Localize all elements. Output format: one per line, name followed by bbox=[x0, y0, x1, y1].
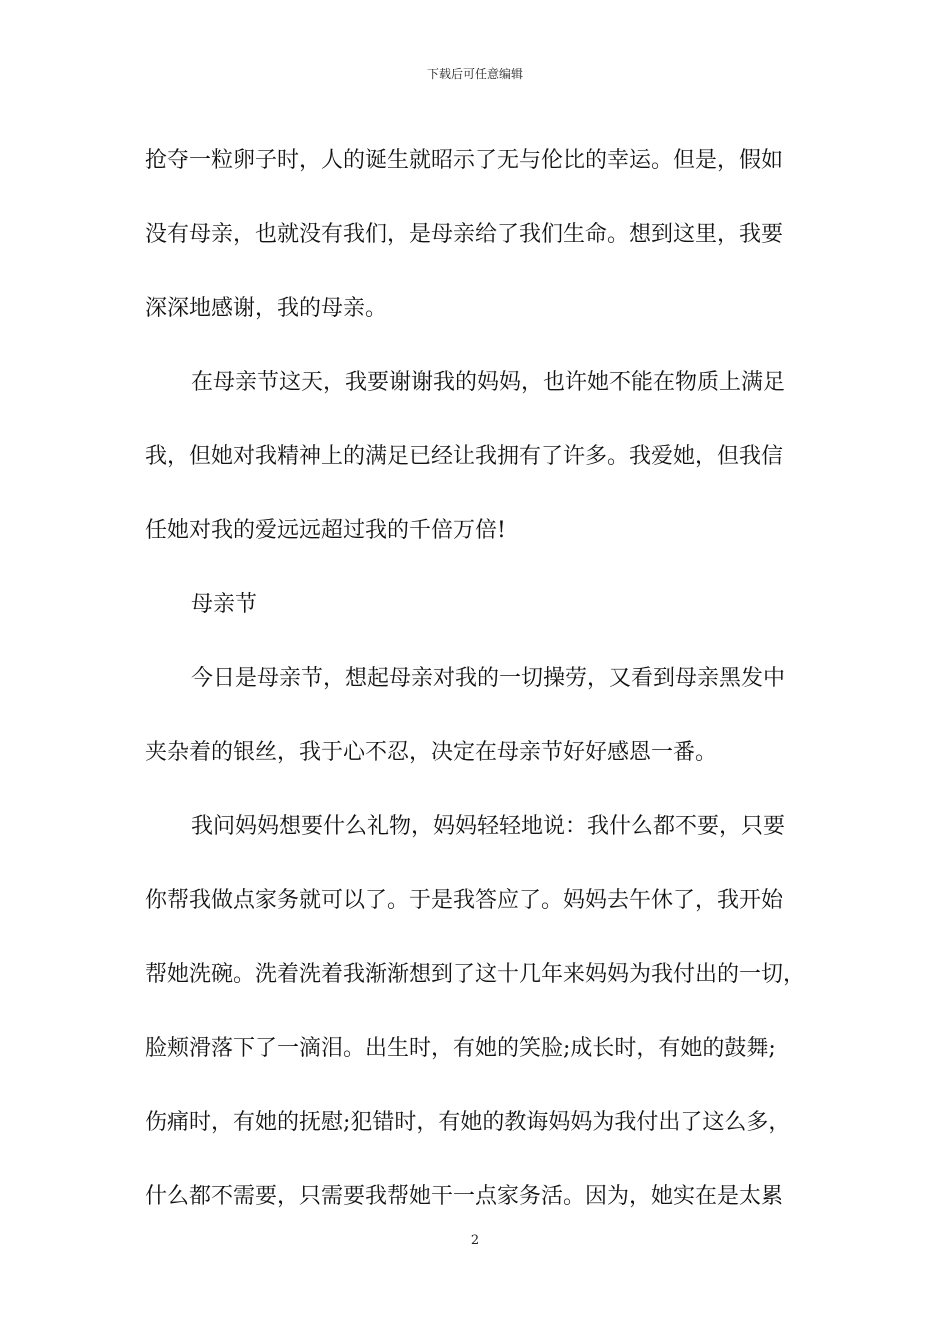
text-line: 没有母亲，也就没有我们，是母亲给了我们生命。想到这里，我要 bbox=[145, 222, 784, 247]
page-number: 2 bbox=[470, 1233, 480, 1248]
text-line: 帮她洗碗。洗着洗着我渐渐想到了这十几年来妈妈为我付出的一切， bbox=[145, 962, 806, 987]
text-line: 我，但她对我精神上的满足已经让我拥有了许多。我爱她，但我信 bbox=[145, 444, 784, 469]
text-line: 深深地感谢，我的母亲。 bbox=[145, 296, 388, 321]
text-line: 抢夺一粒卵子时，人的诞生就昭示了无与伦比的幸运。但是，假如 bbox=[145, 148, 784, 173]
text-line: 伤痛时，有她的抚慰;犯错时，有她的教诲妈妈为我付出了这么多， bbox=[145, 1110, 791, 1135]
document-body bbox=[145, 124, 815, 1234]
text-line: 脸颊滑落下了一滴泪。出生时，有她的笑脸;成长时，有她的鼓舞; bbox=[145, 1036, 776, 1061]
paragraph-start-line: 我问妈妈想要什么礼物，妈妈轻轻地说：我什么都不要，只要 bbox=[191, 814, 786, 839]
text-line: 什么都不需要，只需要我帮她干一点家务活。因为，她实在是太累 bbox=[145, 1184, 784, 1209]
paragraph-start-line: 今日是母亲节，想起母亲对我的一切操劳，又看到母亲黑发中 bbox=[191, 666, 786, 691]
paragraph-start-line: 在母亲节这天，我要谢谢我的妈妈，也许她不能在物质上满足 bbox=[191, 370, 786, 395]
page-header: 下载后可任意编辑 bbox=[426, 67, 523, 81]
text-line: 夹杂着的银丝，我于心不忍，决定在母亲节好好感恩一番。 bbox=[145, 740, 718, 765]
text-line: 你帮我做点家务就可以了。于是我答应了。妈妈去午休了，我开始 bbox=[145, 888, 784, 913]
section-heading: 母亲节 bbox=[191, 592, 258, 617]
text-line: 任她对我的爱远远超过我的千倍万倍! bbox=[145, 518, 506, 543]
